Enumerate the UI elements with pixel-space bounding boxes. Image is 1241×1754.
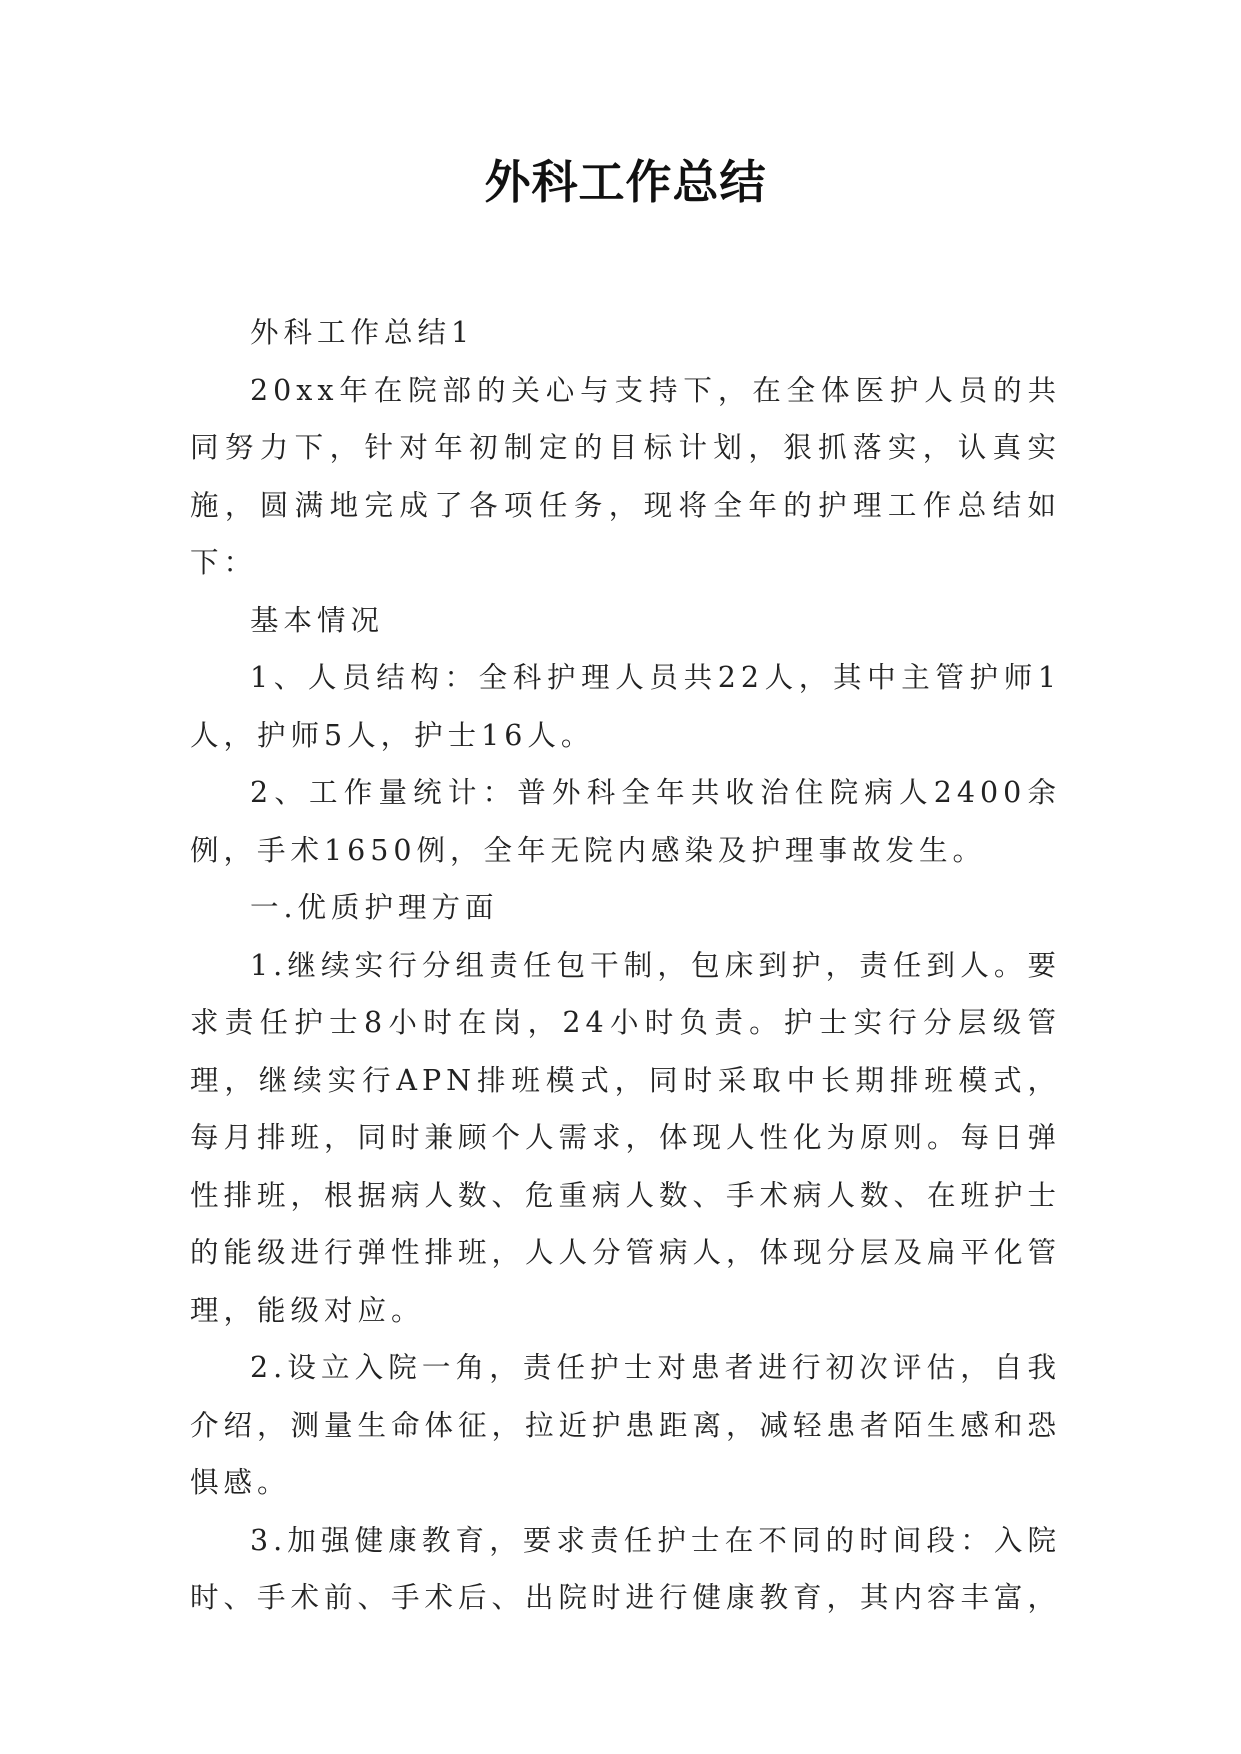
paragraph-staff-structure: 1、人员结构：全科护理人员共22人，其中主管护师1人，护师5人，护士16人。 (190, 661, 1061, 752)
paragraph-section-heading: 外科工作总结1 (250, 316, 475, 349)
paragraph-item-1: 1.继续实行分组责任包干制，包床到护，责任到人。要求责任护士8小时在岗，24小时负责。护士实行分层级管理，继续实行APN排班模式，同时采取中长期排班模式，每月排班，同时兼顾个人需求，体现人性化为原则。每日弹性排班，根据病人数、危重病人数、手术病人数、在班护士的能级进行弹性排班，人人分管病人，体现分层及扁平化管理，能级对应。 (190, 948, 1062, 1327)
document-title: 外科工作总结 (484, 155, 767, 209)
paragraph-workload: 2、工作量统计：普外科全年共收治住院病人2400余例，手术1650例，全年无院内感染及护理事故发生。 (190, 776, 1061, 867)
paragraph-basic-situation: 基本情况 (250, 603, 385, 637)
paragraph-item-2: 2.设立入院一角，责任护士对患者进行初次评估，自我介绍，测量生命体征，拉近护患距离，减轻患者陌生感和恐惧感。 (190, 1351, 1062, 1499)
paragraph-quality-nursing-heading: 一.优质护理方面 (250, 891, 499, 924)
paragraph-item-3: 3.加强健康教育，要求责任护士在不同的时间段：入院时、手术前、手术后、出院时进行健康教育，其内容丰富， (190, 1523, 1062, 1614)
paragraph-intro: 20xx年在院部的关心与支持下，在全体医护人员的共同努力下，针对年初制定的目标计划，狠抓落实，认真实施，圆满地完成了各项任务，现将全年的护理工作总结如下： (190, 373, 1061, 579)
